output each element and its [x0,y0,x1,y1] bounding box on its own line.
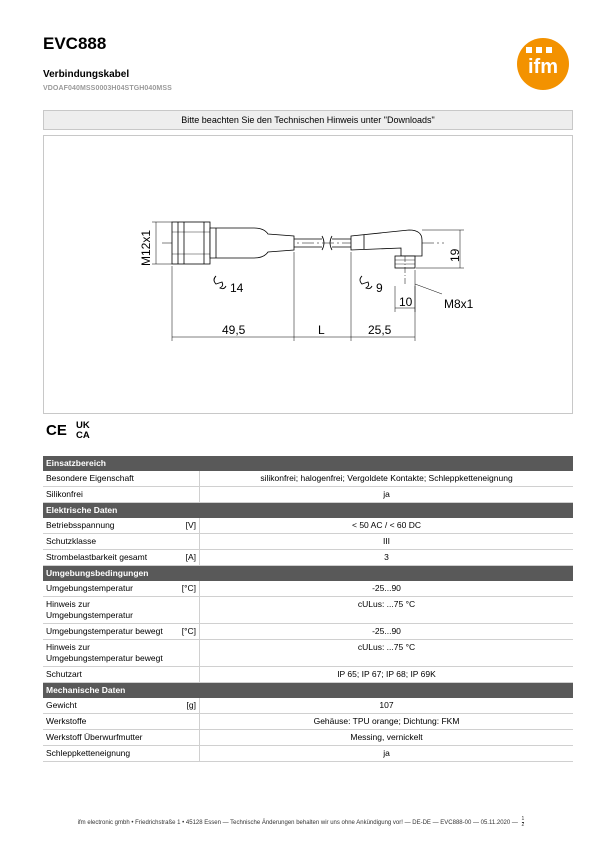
spec-value: Messing, vernickelt [200,730,574,746]
spec-label: Gewicht [43,698,174,714]
spec-value: cULus: ...75 °C [200,597,574,624]
spec-label: Schleppketteneignung [43,746,174,762]
spec-label: Betriebsspannung [43,518,174,534]
spec-row [43,667,573,683]
spec-unit: [V] [174,518,200,534]
spec-unit [174,640,200,667]
dimension-drawing [43,135,573,414]
wrench-left-size: 14 [230,281,244,295]
spec-row [43,550,573,566]
spec-value: III [200,534,574,550]
wrench-right-size: 9 [376,281,383,295]
spec-value: IP 65; IP 67; IP 68; IP 69K [200,667,574,683]
spec-row [43,471,573,487]
spec-unit [174,471,200,487]
spec-label: Silikonfrei [43,487,174,503]
spec-unit [174,534,200,550]
ukca-mark-top: UK [76,420,90,431]
spec-label: Schutzklasse [43,534,174,550]
dim-10: 10 [399,295,413,309]
spec-unit [174,714,200,730]
ifm-logo [511,37,575,91]
spec-unit [174,746,200,762]
downloads-notice: Bitte beachten Sie den Technischen Hinweis unter "Downloads" [43,110,573,130]
spec-value: < 50 AC / < 60 DC [200,518,574,534]
spec-label: Strombelastbarkeit gesamt [43,550,174,566]
product-subtitle: Verbindungskabel [43,69,130,80]
page-number-total: 2 [521,822,525,828]
spec-value: -25...90 [200,624,574,640]
spec-label: Umgebungstemperatur [43,581,174,597]
spec-value: Gehäuse: TPU orange; Dichtung: FKM [200,714,574,730]
spec-row [43,714,573,730]
spec-unit [174,730,200,746]
spec-row [43,518,573,534]
spec-label: Besondere Eigenschaft [43,471,174,487]
spec-row [43,746,573,762]
section-header [43,456,573,471]
section-title: Einsatzbereich [43,456,573,471]
page-number-current: 1 [521,816,525,822]
page-footer [0,817,602,828]
spec-unit [174,597,200,624]
section-header [43,566,573,582]
spec-value: cULus: ...75 °C [200,640,574,667]
dim-left: 49,5 [222,323,246,337]
ce-mark: CE [46,422,67,439]
thread-left-label: M12x1 [139,229,153,266]
spec-label: Umgebungstemperatur bewegt [43,624,174,640]
spec-label: Schutzart [43,667,174,683]
thread-right-label: M8x1 [444,297,474,311]
spec-row [43,640,573,667]
spec-unit: [°C] [174,581,200,597]
spec-row [43,624,573,640]
dim-right: 25,5 [368,323,392,337]
section-title: Elektrische Daten [43,503,573,519]
spec-row [43,534,573,550]
dim-mid: L [318,323,325,337]
logo-text: ifm [528,56,558,78]
spec-label: Werkstoff Überwurfmutter [43,730,174,746]
spec-value: ja [200,487,574,503]
page-number [522,817,525,828]
spec-value: 107 [200,698,574,714]
spec-unit: [A] [174,550,200,566]
certification-marks [46,418,98,440]
spec-value: silikonfrei; halogenfrei; Vergoldete Kontakte; Schleppketteneignung [200,471,574,487]
spec-row [43,597,573,624]
section-header [43,503,573,519]
spec-unit [174,667,200,683]
article-code: VDOAF040MSS0003H04STGH040MSS [43,85,172,92]
spec-unit [174,487,200,503]
footer-text: ifm electronic gmbh • Friedrichstraße 1 • 45128 Essen — Technische Änderungen behalten wir uns ohne Ankündigung vor! — DE-DE — EVC888-00 — 05.11.2020 — [77,820,518,827]
specification-table [43,456,573,762]
spec-label: Hinweis zur Umgebungstemperatur bewegt [43,640,174,667]
section-header [43,683,573,699]
spec-unit: [g] [174,698,200,714]
spec-value: 3 [200,550,574,566]
spec-row [43,698,573,714]
ukca-mark-bottom: CA [76,430,90,440]
spec-unit: [°C] [174,624,200,640]
spec-value: ja [200,746,574,762]
spec-label: Hinweis zur Umgebungstemperatur [43,597,174,624]
spec-row [43,730,573,746]
spec-row [43,487,573,503]
spec-label: Werkstoffe [43,714,174,730]
spec-row [43,581,573,597]
product-title: EVC888 [43,34,107,53]
dim-height: 19 [448,248,462,262]
section-title: Umgebungsbedingungen [43,566,573,582]
section-title: Mechanische Daten [43,683,573,699]
spec-value: -25...90 [200,581,574,597]
